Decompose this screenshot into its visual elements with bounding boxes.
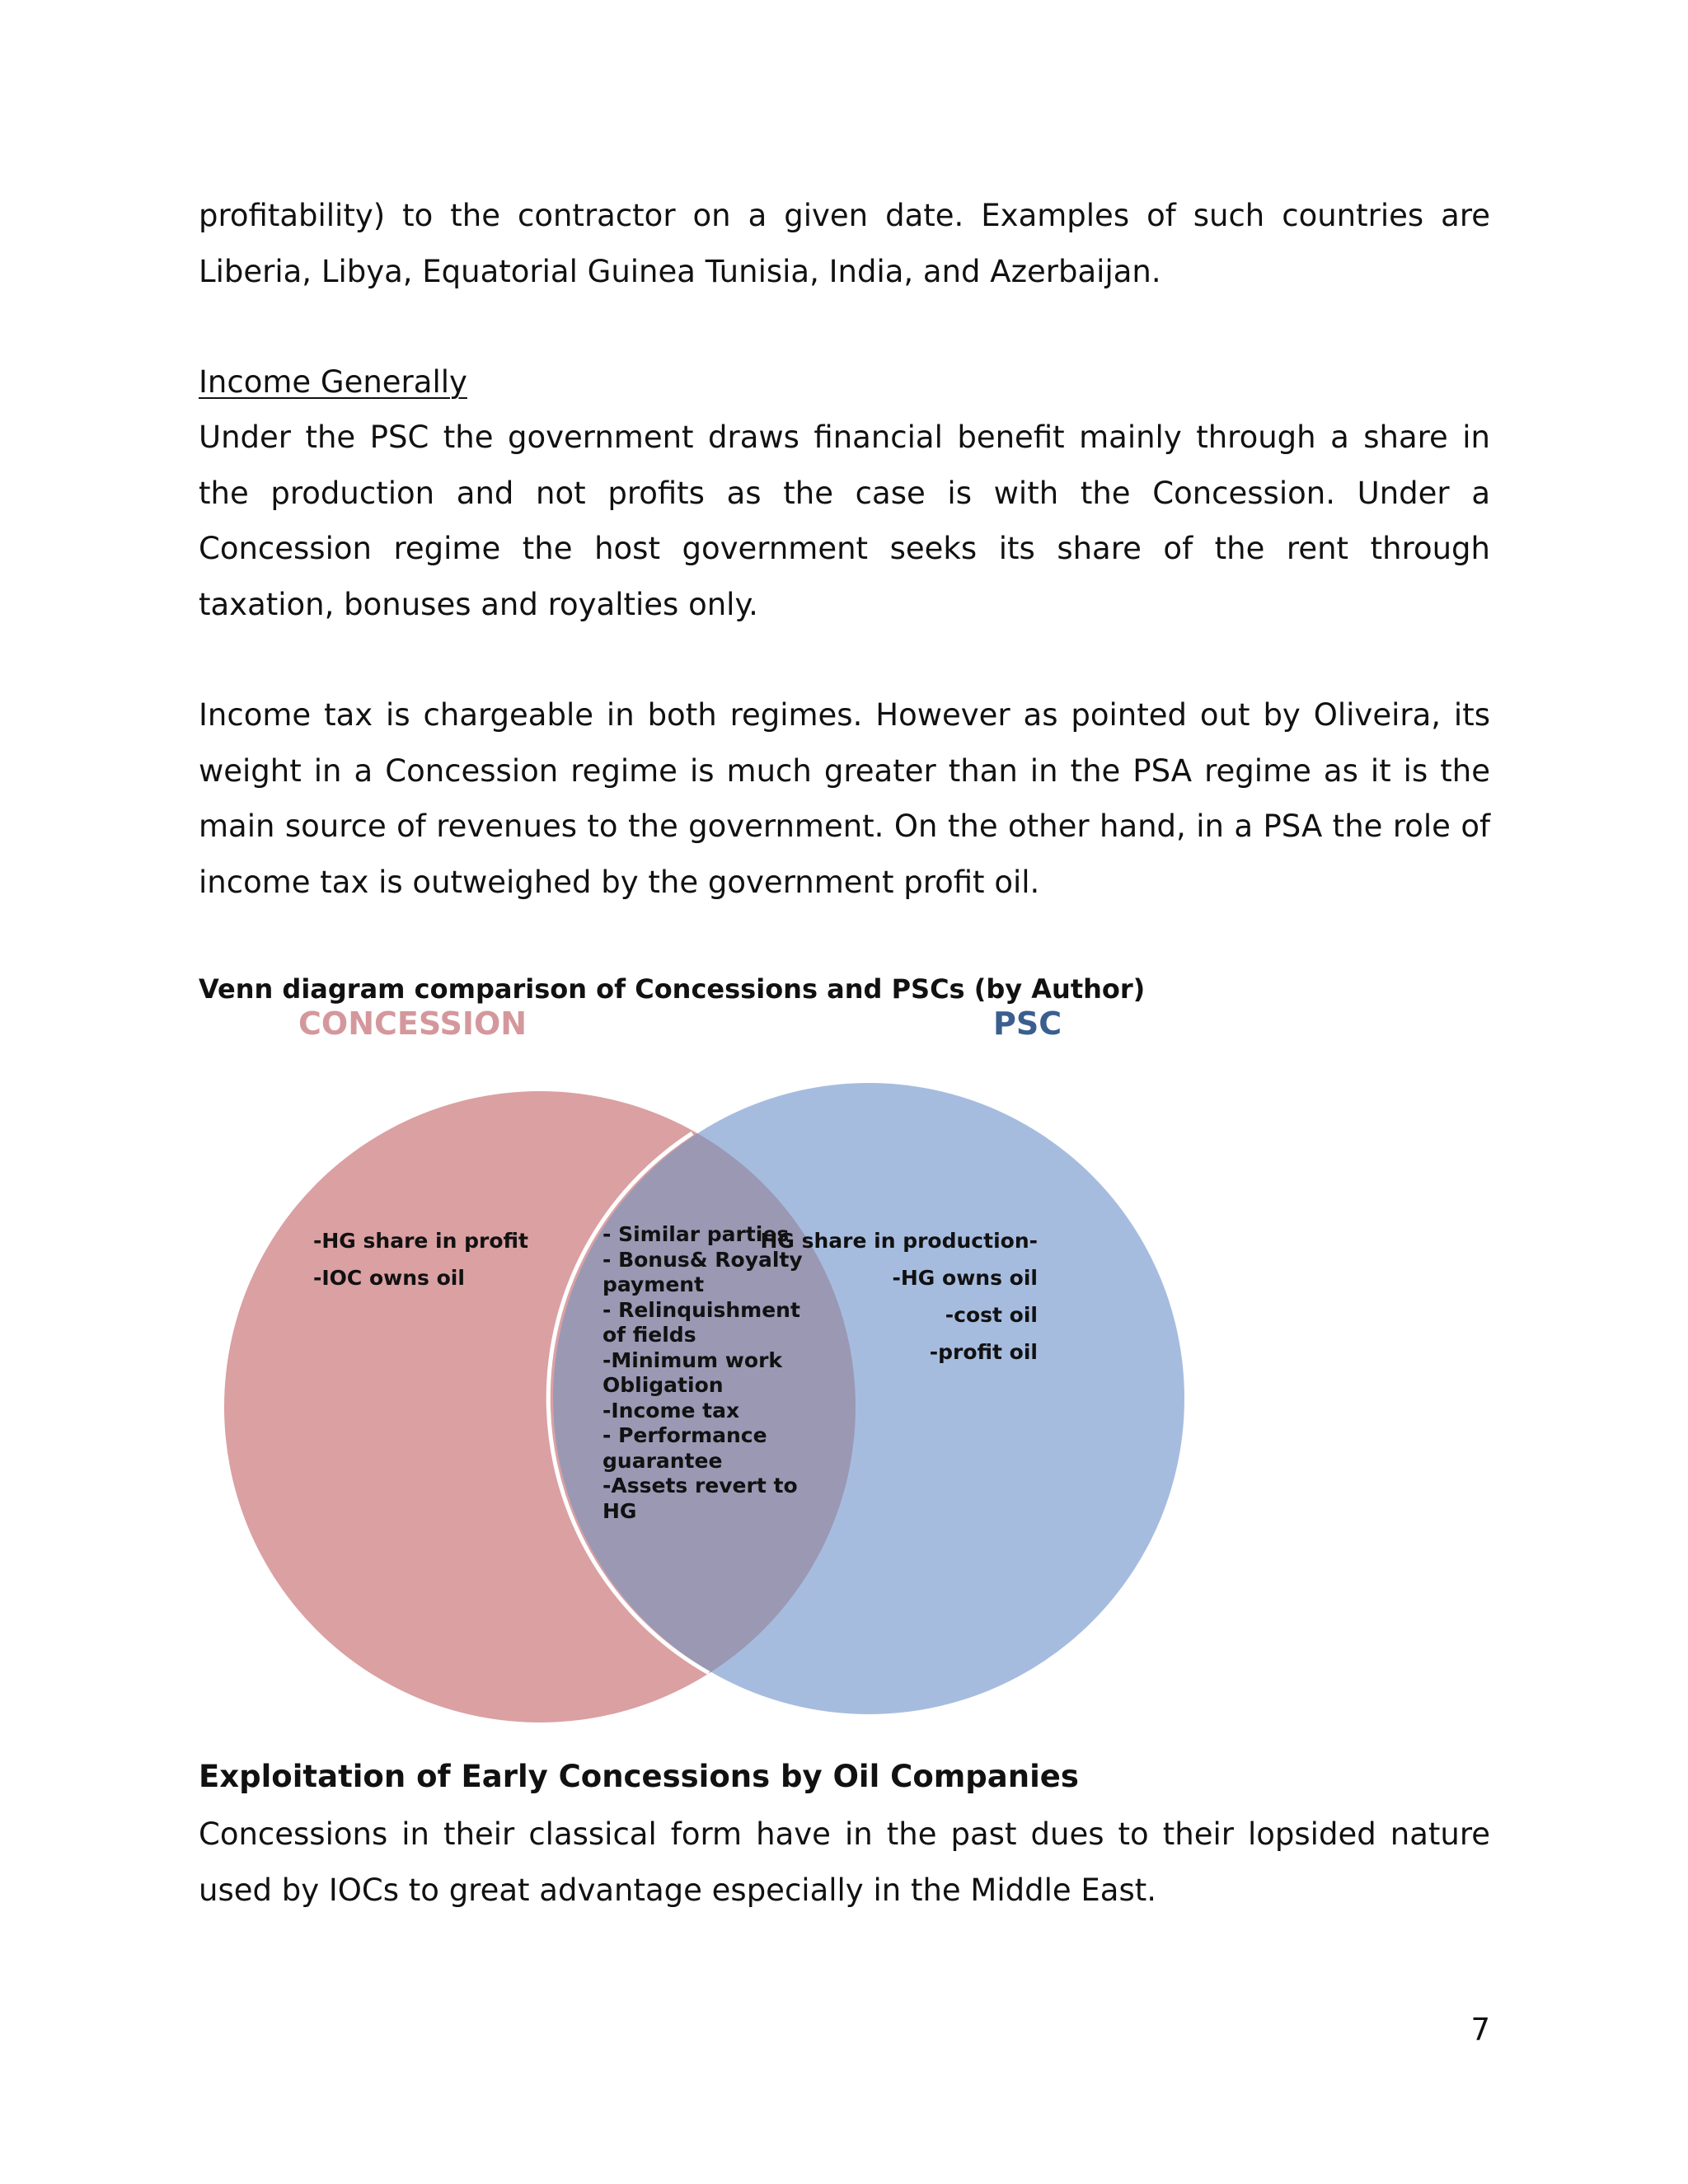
venn-diagram [214,1005,1220,1735]
section-paragraph: Concessions in their classical form have in the past dues to their lopsided nature used by IOCs to great advantage especially in the Middle East. [199,1816,1490,1908]
page-number: 7 [1470,2012,1490,2047]
income-tax-paragraph: Income tax is chargeable in both regimes. However as pointed out by Oliveira, its weight in a Concession regime is much greater than in the PSA regime as it is the main source of revenues to the government. On the other hand, in a PSA the role of income tax is outweighed by the government profit oil. [199,697,1490,900]
intro-paragraph: profitability) to the contractor on a given date. Examples of such countries are Liberia, Libya, Equatorial Guinea Tunisia, India, and Azerbaijan. [199,198,1490,289]
psc-item: -cost oil [945,1303,1038,1327]
figure-caption: Venn diagram comparison of Concessions and PSCs (by Author) [199,973,1146,1005]
psc-item: HG share in production- [760,1229,1038,1253]
concession-item: -HG share in profit [313,1229,529,1253]
psc-item: -profit oil [929,1340,1038,1364]
psc-item: -HG owns oil [892,1266,1038,1290]
concession-label: CONCESSION [298,1005,528,1042]
overlap-text: - Similar parties - Bonus& Royalty payment - Relinquishment of fields -Minimum work Obligation -Income tax - Performance guarantee -Assets revert to HG [603,1222,803,1523]
psc-label: PSC [993,1005,1062,1042]
income-generally-heading: Income Generally [199,364,467,400]
income-generally-paragraph: Under the PSC the government draws financial benefit mainly through a share in the production and not profits as the case is with the Concession. Under a Concession regime the host government seeks its share of the rent through taxation, bonuses and royalties only. [199,419,1490,622]
section-heading: Exploitation of Early Concessions by Oil Companies [199,1759,1079,1794]
concession-item: -IOC owns oil [313,1266,465,1290]
